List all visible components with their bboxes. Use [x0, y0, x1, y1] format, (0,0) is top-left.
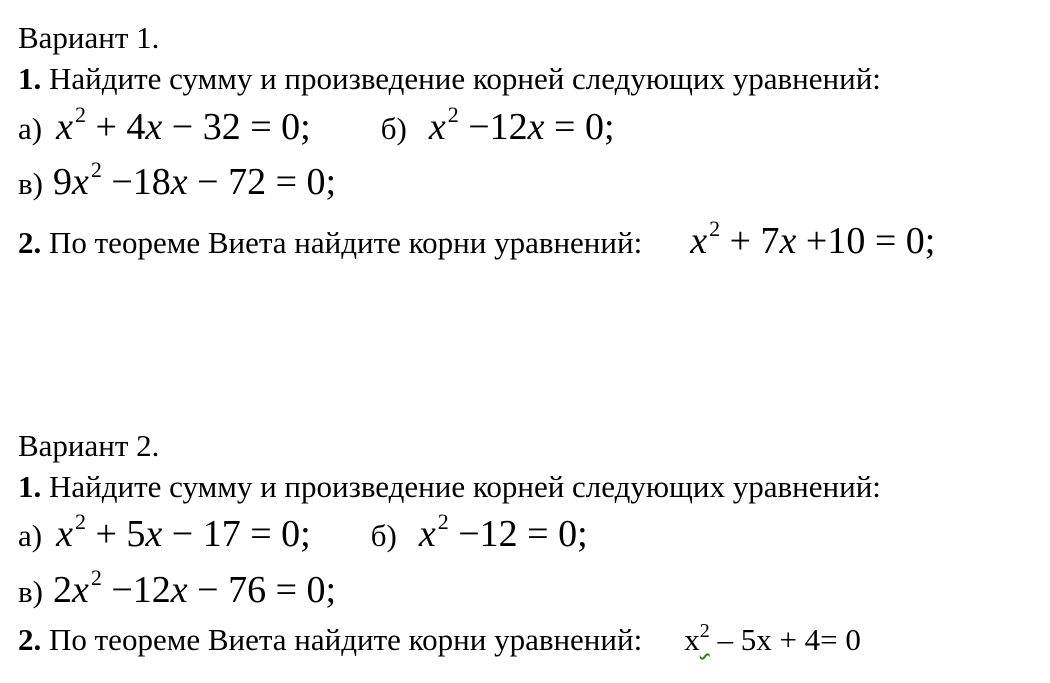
v1-eq-a: $x^2 + 4x - 32 = 0$; [56, 102, 311, 148]
v1-row-v [18, 157, 337, 203]
v1-row-ab [18, 102, 615, 148]
v2-task2-number: 2. [18, 622, 42, 657]
v2-task2-text: По теореме Виета найдите корни уравнений: [41, 622, 643, 657]
variant-2-title: Вариант 2. [18, 428, 160, 463]
v1-task2-number: 2. [18, 225, 42, 260]
v1-eq-b: $x^2 -12x = 0$; [428, 102, 615, 148]
v2-task2 [18, 620, 861, 657]
v1-label-v: в) [18, 166, 43, 201]
v2-task1-number: 1. [18, 469, 42, 504]
v2-eq-b: $x^2 -12 = 0$; [418, 509, 588, 555]
v1-task2 [18, 216, 936, 262]
v1-task2-eq: $x^2 + 7x +10 = 0$; [690, 216, 936, 262]
v2-row-ab [18, 509, 588, 555]
v2-row-v [18, 565, 337, 611]
v2-eq-v: $2x^2 -12x - 76 = 0$; [52, 565, 337, 611]
v2-task2-eq: $x^2 - 5x + 4= 0$ [684, 620, 861, 657]
v2-label-b: б) [370, 518, 397, 553]
v1-task2-text: По теореме Виета найдите корни уравнений: [41, 225, 643, 260]
v2-label-a: а) [18, 518, 43, 553]
v2-eq-a: $x^2 + 5x - 17 = 0$; [56, 509, 311, 555]
v2-task1 [18, 471, 881, 502]
v1-label-a: а) [18, 111, 43, 146]
v1-eq-v: $9x^2 -18x - 72 = 0$; [52, 157, 337, 203]
v2-label-v: в) [18, 574, 43, 609]
v1-task1-number: 1. [18, 61, 42, 96]
v2-task1-text: Найдите сумму и произведение корней следующих уравнений: [41, 469, 881, 504]
v1-label-b: б) [380, 111, 407, 146]
variant-1-title: Вариант 1. [18, 20, 160, 55]
v1-task1 [18, 63, 881, 94]
v1-task1-text: Найдите сумму и произведение корней следующих уравнений: [41, 61, 881, 96]
